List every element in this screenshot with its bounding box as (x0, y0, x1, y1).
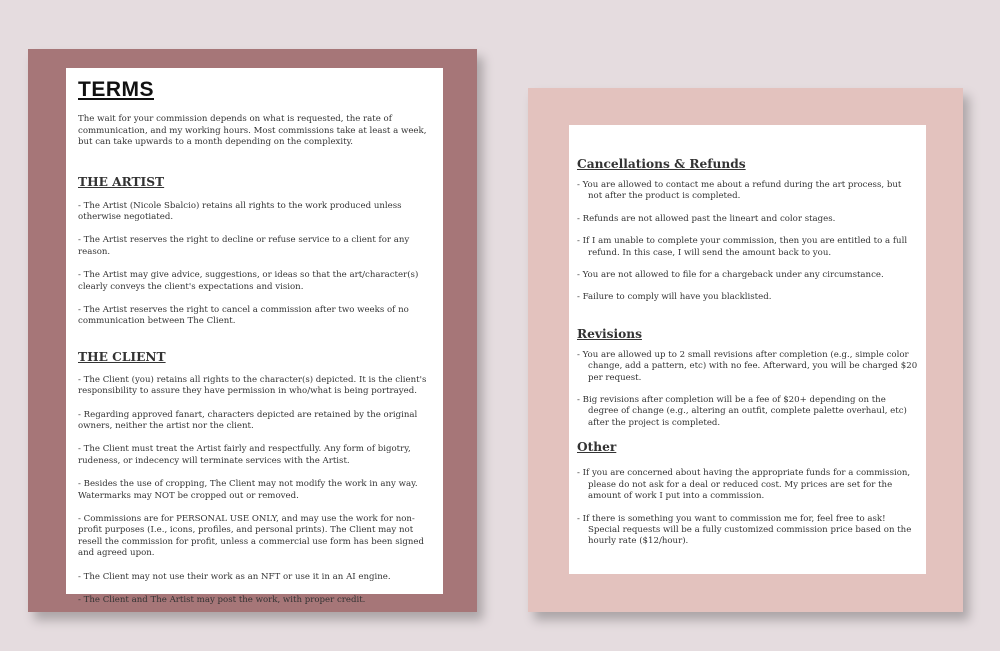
client-item: - The Client may not use their work as an NFT or use it in an AI engine. (78, 571, 391, 582)
terms-intro: The wait for your commission depends on what is requested, the rate of communication, and my working hours. Most commissions take at least a week, but can take upwards to a month depending on the complexity. (78, 114, 427, 147)
revisions-item: - Big revisions after completion will be a fee of $20+ depending on the degree of change (e.g., altering an outfit, complete palette overhaul, etc) after the project is completed. (577, 395, 907, 428)
terms-page (66, 68, 443, 606)
client-item: - The Client (you) retains all rights to the character(s) depicted. It is the client's responsibility to assure they have permission in who/what is being portrayed. (78, 374, 427, 397)
client-item: - Regarding approved fanart, characters depicted are retained by the original owners, neither the artist nor the client. (78, 409, 418, 431)
client-item: - The Client must treat the Artist fairly and respectfully. Any form of bigotry, rudeness, or indecency will terminate services with the Artist. (78, 444, 411, 466)
refunds-item: - Failure to comply will have you blacklisted. (577, 292, 772, 303)
refunds-item: - Refunds are not allowed past the lineart and color stages. (577, 213, 836, 224)
refunds-item: - You are allowed to contact me about a refund during the art process, but not after the product is completed. (577, 180, 902, 202)
policies-page (569, 125, 926, 574)
client-item: - The Client and The Artist may post the work, with proper credit. (78, 595, 366, 606)
other-heading: Other (577, 440, 617, 455)
artist-item: - The Artist (Nicole Sbalcio) retains all rights to the work produced unless otherwise negotiated. (78, 200, 402, 222)
artist-item: - The Artist reserves the right to cancel a commission after two weeks of no communication between The Client. (78, 304, 409, 327)
artist-heading: THE ARTIST (78, 174, 165, 189)
client-item: - Commissions are for PERSONAL USE ONLY, and may use the work for non-profit purposes (I.e., icons, profiles, and personal prints). The Client may not resell the commission for profit, unless a commercial use form has been signed and agreed upon. (78, 514, 424, 559)
revisions-heading: Revisions (577, 326, 642, 341)
refunds-heading: Cancellations & Refunds (577, 157, 746, 171)
artist-item: - The Artist reserves the right to decline or refuse service to a client for any reason. (78, 235, 410, 257)
refunds-item: - You are not allowed to file for a chargeback under any circumstance. (577, 270, 884, 281)
other-item: - If you are concerned about having the appropriate funds for a commission, please do not ask for a deal or reduced cost. My prices are set for the amount of work I put into a commission. (577, 468, 911, 502)
other-item: - If there is something you want to commission me for, feel free to ask! Special requests will be a fully customized commission price based on the hourly rate ($12/hour). (577, 513, 912, 547)
terms-title: TERMS (78, 78, 154, 101)
revisions-item: - You are allowed up to 2 small revisions after completion (e.g., simple color change, add a pattern, etc) with no fee. Afterward, you will be charged $20 per request. (577, 349, 918, 383)
client-heading: THE CLIENT (78, 349, 166, 364)
client-item: - Besides the use of cropping, The Client may not modify the work in any way. Watermarks may NOT be cropped out or removed. (78, 479, 418, 501)
refunds-item: - If I am unable to complete your commission, then you are entitled to a full refund. In this case, I will send the amount back to you. (577, 236, 908, 258)
artist-item: - The Artist may give advice, suggestions, or ideas so that the art/character(s) clearly conveys the client's expectations and vision. (78, 270, 419, 292)
